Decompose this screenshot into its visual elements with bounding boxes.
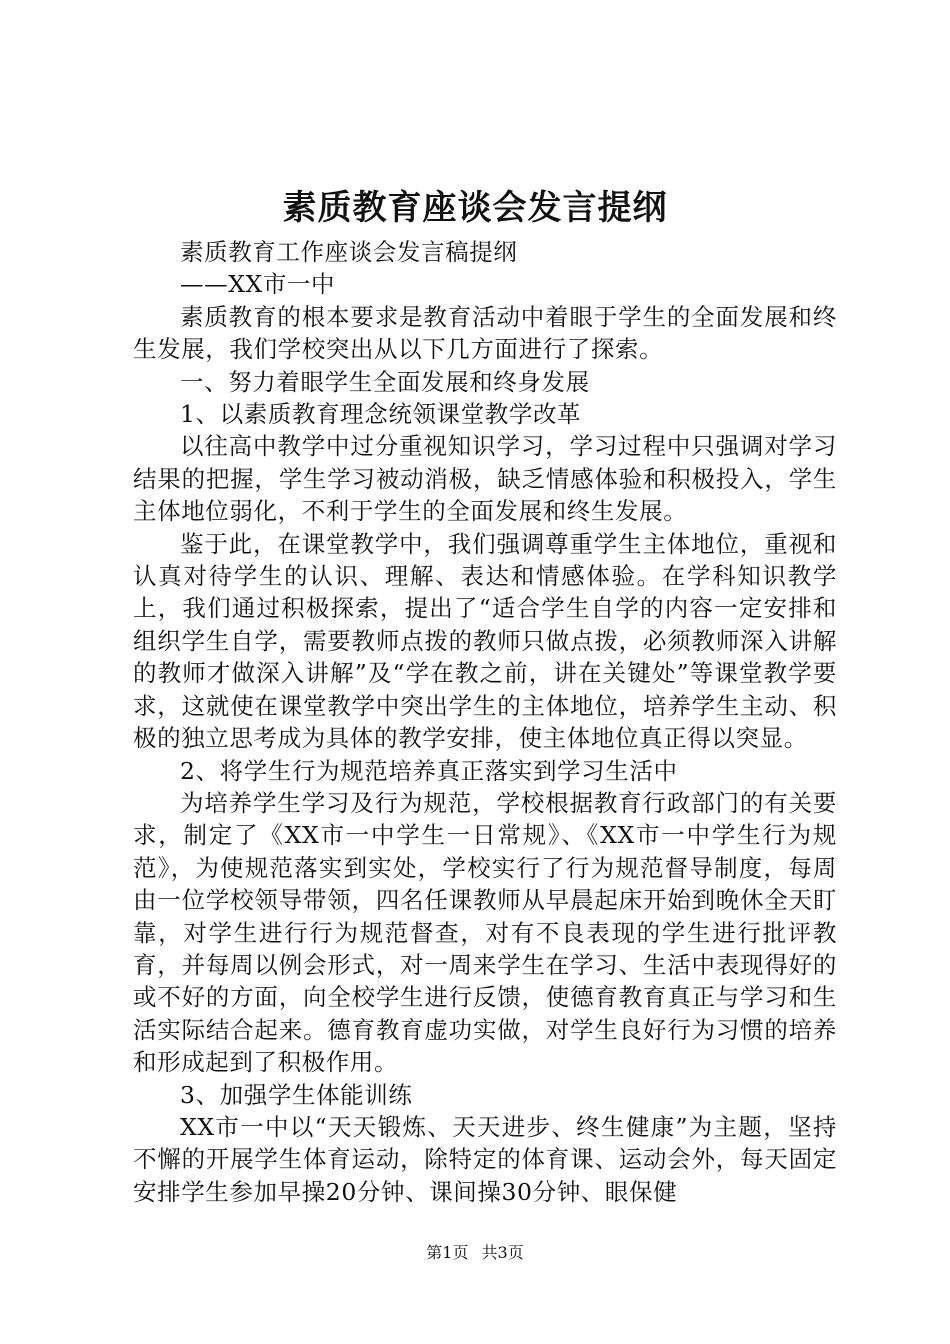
page-total: 共3页	[481, 1243, 524, 1262]
paragraph-author: ——XX市一中	[180, 270, 336, 299]
subsection-heading-1: 1、以素质教育理念统领课堂教学改革	[180, 400, 582, 429]
paragraph-body: 以往高中教学中过分重视知识学习，学习过程中只强调对学习结果的把握，学生学习被动消极，缺乏情感体验和积极投入，学生主体地位弱化，不利于学生的全面发展和终生发展。	[133, 432, 837, 526]
subsection-heading-2: 2、将学生行为规范培养真正落实到学习生活中	[180, 756, 678, 785]
page-number: 第1页	[426, 1243, 469, 1262]
paragraph-body: 鉴于此，在课堂教学中，我们强调尊重学生主体地位，重视和认真对待学生的认识、理解、表达和情感体验。在学科知识教学上，我们通过积极探索，提出了“适合学生自学的内容一定安排和组织学生自学，需要教师点拨的教师只做点拨，必须教师深入讲解的教师才做深入讲解”及“学在教之前，讲在关键处”等课堂教学要求，这就使在课堂教学中突出学生的主体地位，培养学生主动、积极的独立思考成为具体的教学安排，使主体地位真正得以突显。	[133, 529, 837, 753]
section-heading-1: 一、努力着眼学生全面发展和终身发展	[180, 367, 590, 396]
subsection-heading-3: 3、加强学生体能训练	[180, 1080, 413, 1109]
paragraph-intro: 素质教育的根本要求是教育活动中着眼于学生的全面发展和终生发展，我们学校突出从以下几方面进行了探索。	[133, 302, 837, 364]
document-body	[133, 236, 837, 1208]
paragraph-body: 为培养学生学习及行为规范，学校根据教育行政部门的有关要求，制定了《XX市一中学生一日常规》、《XX市一中学生行为规范》，为使规范落实到实处，学校实行了行为规范督导制度，每周由一位学校领导带领，四名任课教师从早晨起床开始到晚休全天盯靠，对学生进行行为规范督查，对有不良表现的学生进行批评教育，并每周以例会形式，对一周来学生在学习、生活中表现得好的或不好的方面，向全校学生进行反馈，使德育教育真正与学习和生活实际结合起来。德育教育虚功实做，对学生良好行为习惯的培养和形成起到了积极作用。	[133, 788, 837, 1077]
page-footer	[0, 1242, 950, 1264]
paragraph-body: XX市一中以“天天锻炼、天天进步、终生健康”为主题，坚持不懈的开展学生体育运动，除特定的体育课、运动会外，每天固定安排学生参加早操20分钟、课间操30分钟、眼保健	[133, 1112, 837, 1206]
document-title: 素质教育座谈会发言提纲	[282, 188, 668, 228]
paragraph-subtitle: 素质教育工作座谈会发言稿提纲	[180, 238, 518, 266]
